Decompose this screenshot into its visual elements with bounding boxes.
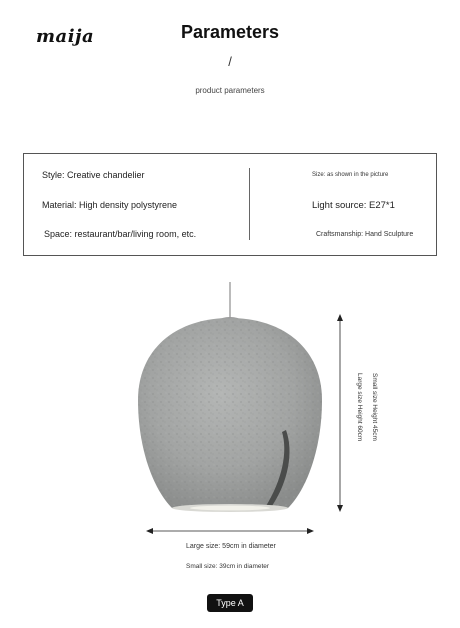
param-space: Space: restaurant/bar/living room, etc.	[44, 229, 197, 239]
type-a-button[interactable]: Type A	[207, 594, 253, 612]
brand-logo: maija	[36, 26, 95, 47]
title-separator: /	[228, 54, 232, 69]
large-diameter-label: Large size: 59cm in diameter	[186, 543, 276, 550]
small-diameter-label: Small size: 39cm in diameter	[186, 563, 270, 570]
page-subtitle: product parameters	[195, 86, 265, 95]
param-material: Material: High density polystyrene	[42, 200, 178, 210]
small-height-label: Small size Height 45cm	[371, 373, 378, 441]
page-title: Parameters	[180, 22, 280, 42]
param-style: Style: Creative chandelier	[42, 170, 145, 180]
param-craftsmanship: Craftsmanship: Hand Sculpture	[316, 231, 414, 238]
large-height-label: Large size Height 60cm	[356, 373, 363, 442]
param-light-source: Light source: E27*1	[312, 200, 395, 211]
param-size: Size: as shown in the picture	[312, 172, 389, 178]
